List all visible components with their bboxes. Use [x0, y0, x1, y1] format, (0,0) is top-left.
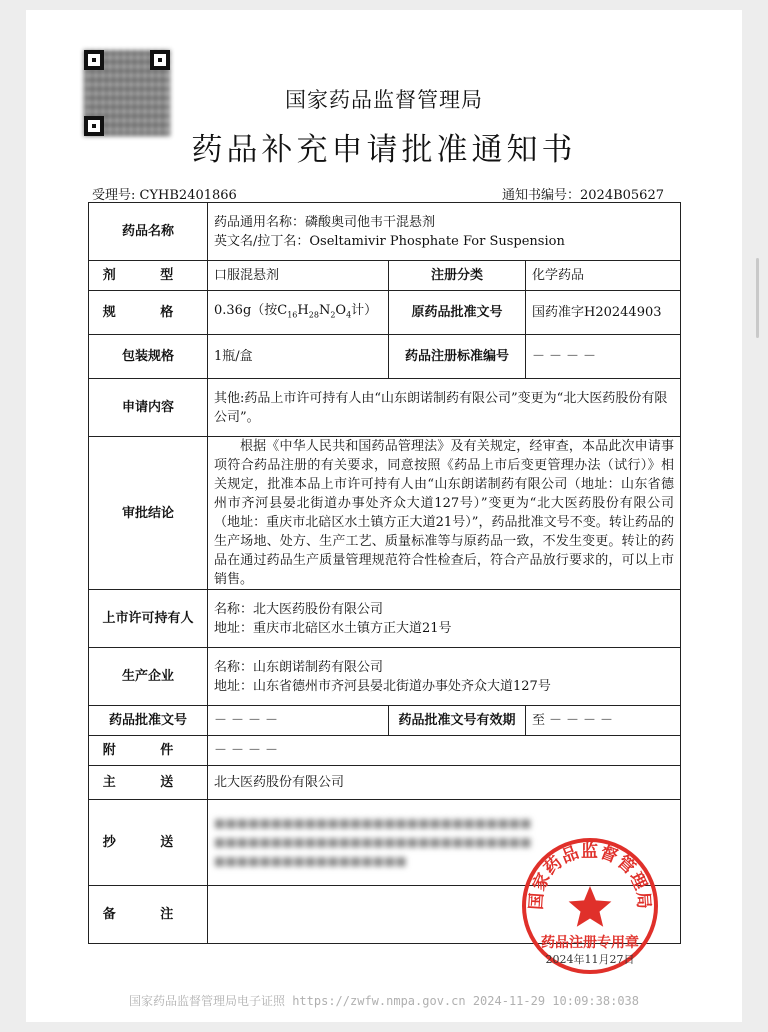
- label-approval-validity: 药品批准文号有效期: [389, 706, 526, 736]
- row-drug-name: [89, 203, 681, 261]
- manufacturer-address: 地址：山东省德州市齐河县晏北街道办事处齐众大道127号: [214, 678, 551, 694]
- label-remarks: 备 注: [89, 886, 208, 944]
- row-attachment: [89, 736, 681, 766]
- scroll-indicator: [756, 258, 759, 338]
- label-cc: 抄 送: [89, 800, 208, 886]
- english-name: 英文名/拉丁名：Oseltamivir Phosphate For Suspension: [214, 233, 565, 249]
- standard-no-value: －－－－: [526, 335, 681, 379]
- label-spec: 规 格: [89, 291, 208, 335]
- label-mah: 上市许可持有人: [89, 590, 208, 648]
- label-attachment: 附 件: [89, 736, 208, 766]
- cc-redacted: ■■■■■■■■■■■■■■■■■■■■■■■■■■■■ ■■■■■■■■■■■■■■■■■■■■■■■■■■■■ ■■■■■■■■■■■■■■■■■: [214, 816, 532, 868]
- row-dosage-form: [89, 261, 681, 291]
- row-main-recipient: [89, 766, 681, 800]
- main-recipient-value: 北大医药股份有限公司: [208, 766, 681, 800]
- document-title: 药品补充申请批准通知书: [191, 132, 577, 168]
- mah-cell: [208, 590, 681, 648]
- row-conclusion: [89, 437, 681, 590]
- spec-value: 0.36g（按$C_{16}H_{28}N_2O_4$计）: [208, 291, 389, 335]
- application-content-value: 其他:药品上市许可持有人由“山东朗诺制药有限公司”变更为“北大医药股份有限公司”。: [208, 379, 681, 437]
- label-conclusion: 审批结论: [89, 437, 208, 590]
- seal-bottom-text: 药品注册专用章: [541, 935, 639, 951]
- official-seal: [520, 836, 660, 976]
- manufacturer-cell: [208, 648, 681, 706]
- row-packaging: [89, 335, 681, 379]
- row-spec: [89, 291, 681, 335]
- label-original-approval-no: 原药品批准文号: [389, 291, 526, 335]
- approval-table: [88, 202, 681, 944]
- mah-address: 地址：重庆市北碚区水土镇方正大道21号: [214, 620, 452, 636]
- label-application-content: 申请内容: [89, 379, 208, 437]
- row-approval-no: [89, 706, 681, 736]
- generic-name: 药品通用名称：磷酸奥司他韦干混悬剂: [214, 214, 436, 230]
- approval-no-value: －－－－: [208, 706, 389, 736]
- mah-name: 名称：北大医药股份有限公司: [214, 601, 384, 617]
- label-approval-no: 药品批准文号: [89, 706, 208, 736]
- seal-text: 国家药品监督管理局: [526, 841, 654, 911]
- registration-class-value: 化学药品: [526, 261, 681, 291]
- row-application-content: [89, 379, 681, 437]
- packaging-value: 1瓶/盒: [208, 335, 389, 379]
- acceptance-number: 受理号: CYHB2401866: [92, 188, 237, 203]
- notice-number: 通知书编号：2024B05627: [502, 188, 664, 203]
- seal-date: 2024年11月27日: [545, 953, 635, 966]
- agency-name: 国家药品监督管理局: [285, 88, 483, 112]
- row-manufacturer: [89, 648, 681, 706]
- row-mah: [89, 590, 681, 648]
- label-main-recipient: 主 送: [89, 766, 208, 800]
- label-manufacturer: 生产企业: [89, 648, 208, 706]
- drug-name-cell: [208, 203, 681, 261]
- approval-validity-value: 至－－－－: [526, 706, 681, 736]
- label-packaging: 包装规格: [89, 335, 208, 379]
- label-drug-name: 药品名称: [89, 203, 208, 261]
- label-standard-no: 药品注册标准编号: [389, 335, 526, 379]
- star-icon: [569, 886, 612, 927]
- original-approval-no-value: 国药准字H20244903: [526, 291, 681, 335]
- label-dosage-form: 剂 型: [89, 261, 208, 291]
- attachment-value: －－－－: [208, 736, 681, 766]
- label-registration-class: 注册分类: [389, 261, 526, 291]
- manufacturer-name: 名称：山东朗诺制药有限公司: [214, 659, 384, 675]
- dosage-form-value: 口服混悬剂: [208, 261, 389, 291]
- footer-e-certificate: 国家药品监督管理局电子证照 https://zwfw.nmpa.gov.cn 2024-11-29 10:09:38:038: [128, 994, 639, 1008]
- conclusion-text: 根据《中华人民共和国药品管理法》及有关规定，经审查，本品此次申请事项符合药品注册的有关要求，同意按照《药品上市后变更管理办法（试行）》相关规定，批准本品上市许可持有人由“山东朗诺制药有限公司（地址：山东省德州市齐河县晏北街道办事处齐众大道127号）”变更为“北大医药股份有限公司（地址：重庆市北碚区水土镇方正大道21号）”，药品批准文号不变。转让药品的生产场地、处方、生产工艺、质量标准等与原药品一致，不发生变更。转让的药品在通过药品生产质量管理规范符合性检查后，符合产品放行要求的，可以上市销售。: [208, 437, 681, 590]
